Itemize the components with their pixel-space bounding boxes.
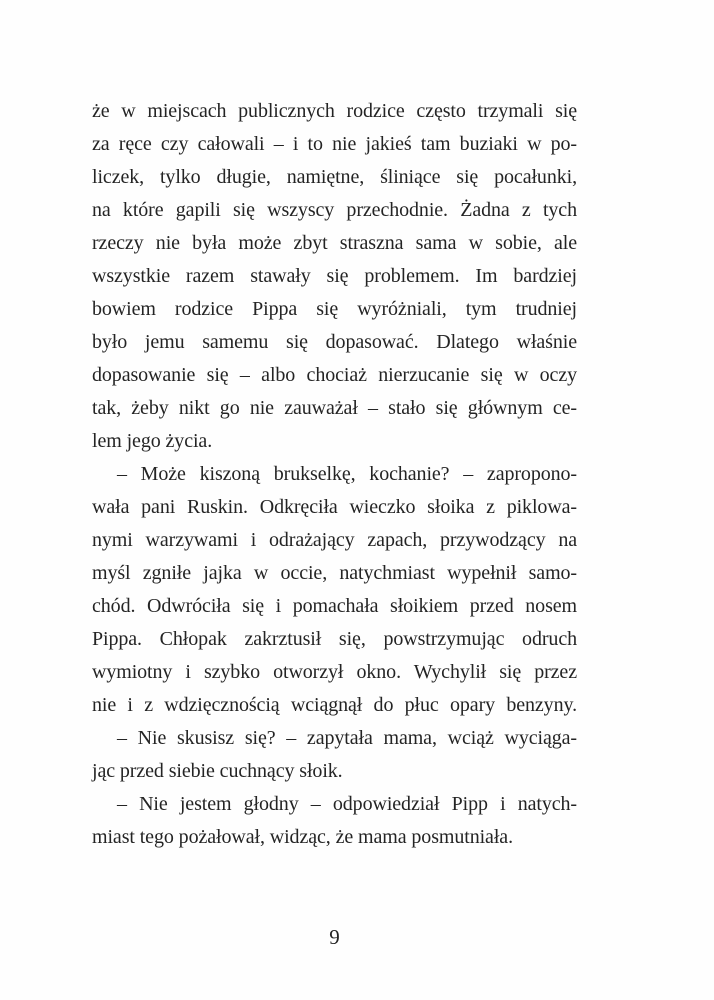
text-line: liczek, tylko długie, namiętne, śliniące się pocałunki, [92, 166, 577, 188]
text-line: nymi warzywami i odrażający zapach, przywodzący na [92, 529, 577, 551]
text-line: nie i z wdzięcznością wciągnął do płuc opary benzyny. [92, 694, 577, 716]
text-line-paragraph-end: jąc przed siebie cuchnący słoik. [92, 760, 343, 782]
text-line: Pippa. Chłopak zakrztusił się, powstrzymując odruch [92, 628, 577, 650]
text-line: wymiotny i szybko otworzył okno. Wychylił się przez [92, 661, 577, 683]
text-line-dialogue-start: – Może kiszoną brukselkę, kochanie? – zapropono- [117, 463, 577, 485]
text-line: bowiem rodzice Pippa się wyróżniali, tym trudniej [92, 298, 577, 320]
text-line: że w miejscach publicznych rodzice często trzymali się [92, 100, 577, 122]
text-line: za ręce czy całowali – i to nie jakieś tam buziaki w po- [92, 133, 577, 155]
text-line: na które gapili się wszyscy przechodnie. Żadna z tych [92, 199, 577, 221]
text-line-dialogue-start: – Nie jestem głodny – odpowiedział Pipp i natych- [117, 793, 577, 815]
text-line: wszystkie razem stawały się problemem. Im bardziej [92, 265, 577, 287]
text-line-paragraph-end: lem jego życia. [92, 430, 213, 452]
text-line: było jemu samemu się dopasować. Dlatego właśnie [92, 331, 577, 353]
body-text [92, 95, 577, 854]
text-line: wała pani Ruskin. Odkręciła wieczko słoika z piklowa- [92, 496, 577, 518]
text-line: tak, żeby nikt go nie zauważał – stało się głównym ce- [92, 397, 577, 419]
page-number: 9 [329, 925, 340, 949]
text-line-dialogue-start: – Nie skusisz się? – zapytała mama, wciąż wyciąga- [117, 727, 577, 749]
text-line: chód. Odwróciła się i pomachała słoikiem przed nosem [92, 595, 577, 617]
text-line: dopasowanie się – albo chociaż nierzucanie się w oczy [92, 364, 577, 386]
text-line-paragraph-end: miast tego pożałował, widząc, że mama posmutniała. [92, 826, 513, 848]
text-line: rzeczy nie była może zbyt straszna sama w sobie, ale [92, 232, 577, 254]
text-line: myśl zgniłe jajka w occie, natychmiast wypełnił samo- [92, 562, 577, 584]
